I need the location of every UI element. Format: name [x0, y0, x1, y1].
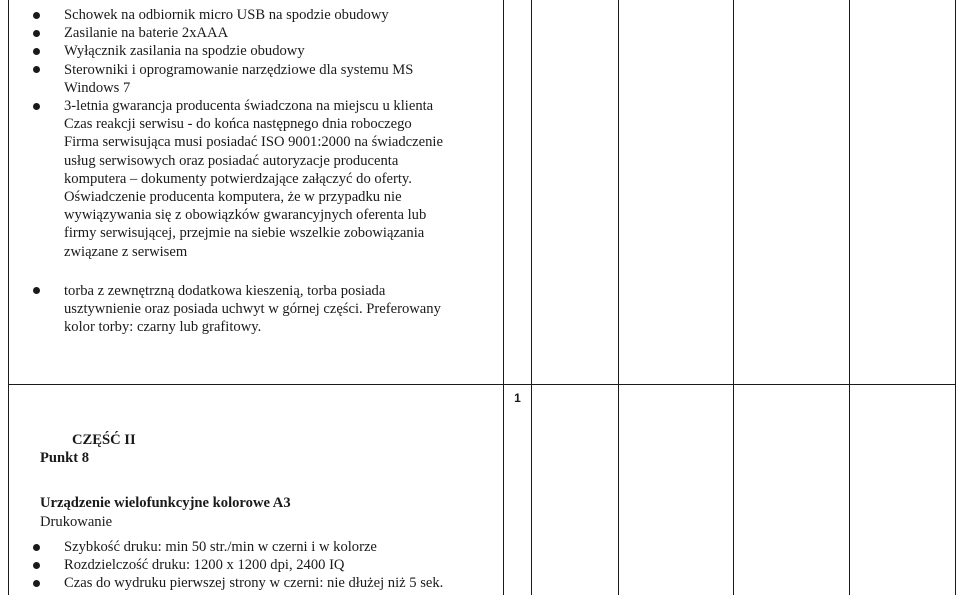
list-item-line: torba z zewnętrzną dodatkowa kieszenią, torba posiada — [64, 282, 386, 299]
bullet-icon — [33, 103, 40, 110]
table-border-col2 — [531, 0, 532, 595]
quantity-cell — [504, 391, 531, 405]
warranty-paragraph — [31, 115, 499, 261]
list-item: 3-letnia gwarancja producenta świadczona na miejscu u klienta — [31, 97, 499, 115]
table-border-right — [955, 0, 956, 595]
paragraph-line: usług serwisowych oraz posiadać autoryzacje producenta — [64, 152, 399, 169]
list-item: Wyłącznik zasilania na spodzie obudowy — [31, 42, 499, 60]
bullet-icon — [33, 287, 40, 294]
table-border-col3 — [618, 0, 619, 595]
table-border-left — [8, 0, 9, 595]
paragraph-line: Czas reakcji serwisu - do końca następnego dnia roboczego — [64, 116, 412, 133]
list-item-line: usztywnienie oraz posiada uchwyt w górnej części. Preferowany — [64, 301, 441, 318]
table-border-col5 — [849, 0, 850, 595]
printing-bullet-list — [31, 538, 501, 593]
table-row-divider — [8, 384, 955, 385]
device-title: Urządzenie wielofunkcyjne kolorowe A3 — [40, 495, 291, 512]
bullet-icon — [33, 580, 40, 587]
paragraph-line: firmy serwisującej, przejmie na siebie wszelkie zobowiązania — [64, 225, 425, 242]
table-border-col1 — [503, 0, 504, 595]
list-item: Zasilanie na baterie 2xAAA — [31, 24, 499, 42]
list-item: Czas do wydruku pierwszej strony w czerni: nie dłużej niż 5 sek. — [31, 574, 501, 592]
bullet-icon — [33, 544, 40, 551]
table-border-col4 — [733, 0, 734, 595]
point-heading: Punkt 8 — [40, 450, 90, 467]
list-item — [31, 282, 499, 337]
quantity-value: 1 — [514, 391, 521, 405]
paragraph-line: wywiązywania się z obowiązków gwarancyjnych oferenta lub — [64, 207, 427, 224]
bullet-icon — [33, 66, 40, 73]
spec-cell-row1 — [31, 6, 499, 336]
spec-bullet-list — [31, 6, 499, 115]
bullet-icon — [33, 48, 40, 55]
spec-cell-row2 — [40, 431, 500, 531]
list-item: Sterowniki i oprogramowanie narzędziowe dla systemu MS Windows 7 — [31, 61, 499, 97]
paragraph-line: Firma serwisująca musi posiadać ISO 9001:2000 na świadczenie — [64, 134, 443, 151]
list-item: Rozdzielczość druku: 1200 x 1200 dpi, 2400 IQ — [31, 556, 501, 574]
section-subheading: Drukowanie — [40, 513, 113, 530]
list-item-line: kolor torby: czarny lub grafitowy. — [64, 319, 262, 336]
bag-bullet-list — [31, 282, 499, 337]
part-heading: CZĘŚĆ II — [72, 432, 136, 448]
paragraph-line: Oświadczenie producenta komputera, że w przypadku nie — [64, 189, 402, 206]
paragraph-line: związane z serwisem — [64, 243, 188, 260]
bullet-icon — [33, 562, 40, 569]
printing-spec-list-cell — [31, 538, 501, 593]
bullet-icon — [33, 12, 40, 19]
paragraph-line: komputera – dokumenty potwierdzające załączyć do oferty. — [64, 170, 412, 187]
bullet-icon — [33, 30, 40, 37]
list-item: Schowek na odbiornik micro USB na spodzie obudowy — [31, 6, 499, 24]
list-item: Szybkość druku: min 50 str./min w czerni i w kolorze — [31, 538, 501, 556]
